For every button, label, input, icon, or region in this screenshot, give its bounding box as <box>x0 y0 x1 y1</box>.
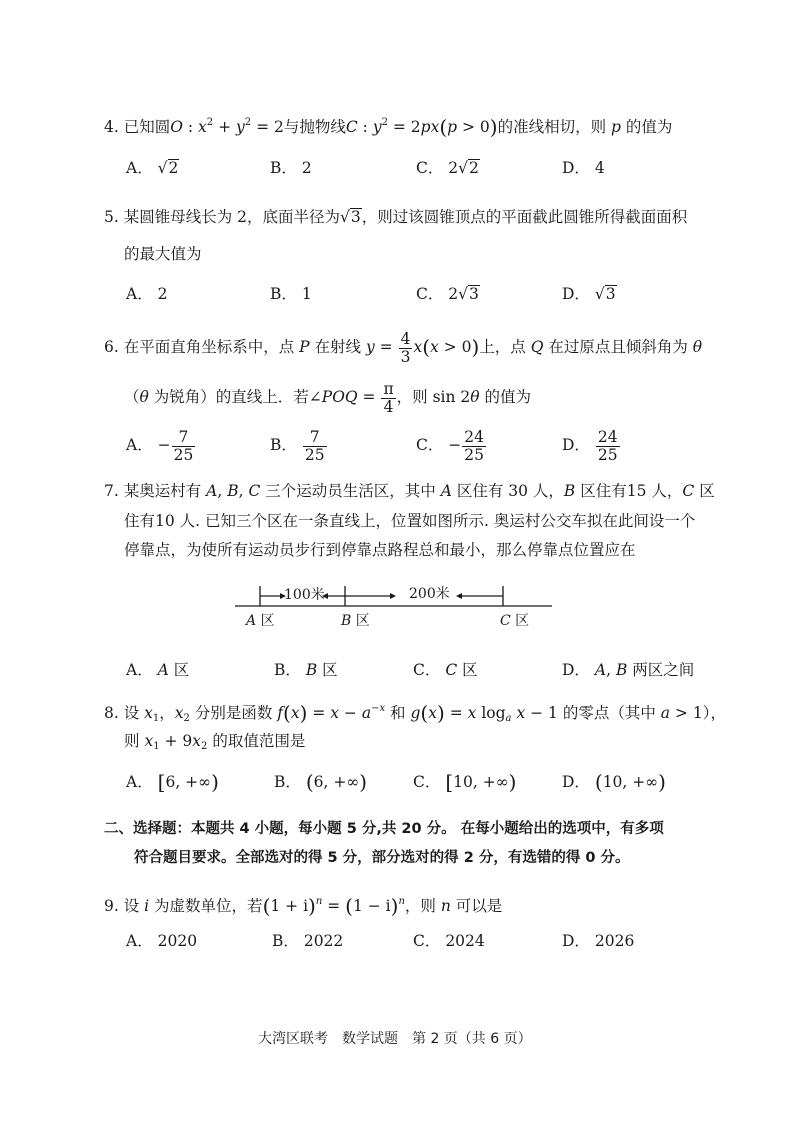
q4-stem: 4. 已知圆O : $x^2 + y^2 = 2$与抛物线C : $y^2 = 2px(p > 0)$的准线相切，则 p 的值为 <box>104 115 673 139</box>
q7-arrow-right-2 <box>390 593 396 599</box>
q6-stem: 6. 在平面直角坐标系中，点 P 在射线 y = $\frac{4}{3}$ x(x > 0)上，点 Q 在过原点且倾斜角为 θ <box>104 330 703 366</box>
q9-option-c[interactable]: C． 2024 <box>413 932 485 950</box>
q7-option-b[interactable]: B． B 区 <box>274 661 338 679</box>
q6-option-d[interactable]: D． $\frac{24}{25}$ <box>562 428 618 464</box>
q8-option-c[interactable]: C． [10, +∞) <box>413 770 517 794</box>
q8-stem: 8. 设 $x_1$，$x_2$ 分别是函数 $f(x) = x - a^{-x}$ 和 g(x) = x $\log_a x - 1$ 的零点（其中 a > 1）， <box>104 701 726 725</box>
q4-option-c[interactable]: C． 2√2 <box>416 159 479 177</box>
q7-figure <box>230 578 560 638</box>
q8-option-d[interactable]: D． (10, +∞) <box>562 770 666 794</box>
q7-stem: 7. 某奥运村有 A, B, C 三个运动员生活区，其中 A 区住有 30 人，B 区住有15 人，C 区 <box>104 482 715 500</box>
q4-option-d[interactable]: D． 4 <box>562 159 605 177</box>
q5-option-a[interactable]: A． 2 <box>126 285 168 303</box>
q7-figure-label-c: C 区 <box>500 613 530 629</box>
q9-option-a[interactable]: A． 2020 <box>126 932 198 950</box>
q7-option-a[interactable]: A． A 区 <box>126 661 190 679</box>
q7-arrow-left-2 <box>456 593 462 599</box>
q8-stem-line2: 则 $x_1 + 9x_2$ 的取值范围是 <box>124 732 306 752</box>
q6-stem-line2: （θ 为锐角）的直线上．若∠POQ = $\frac{\pi}{4}$ ，则 sin 2θ 的值为 <box>124 380 532 416</box>
q9-option-b[interactable]: B． 2022 <box>272 932 344 950</box>
q7-figure-label-b: B 区 <box>341 613 370 629</box>
q6-option-a[interactable]: A． − $\frac{7}{25}$ <box>126 428 194 464</box>
q8-option-b[interactable]: B． (6, +∞) <box>274 770 368 794</box>
q5-option-c[interactable]: C． 2√3 <box>416 285 479 303</box>
q4-option-b[interactable]: B． 2 <box>270 159 312 177</box>
q7-option-d[interactable]: D． A, B 两区之间 <box>562 661 695 679</box>
q7-stem-line3: 停靠点，为使所有运动员步行到停靠点路程总和最小，那么停靠点位置应在 <box>124 541 636 559</box>
q5-stem: 5. 某圆锥母线长为 2，底面半径为√3，则过该圆锥顶点的平面截此圆锥所得截面面积 <box>104 208 688 226</box>
q5-option-b[interactable]: B． 1 <box>270 285 312 303</box>
q6-option-b[interactable]: B． $\frac{7}{25}$ <box>270 428 325 464</box>
page-footer: 大湾区联考 数学试题 第 2 页（共 6 页） <box>258 1031 532 1047</box>
q4-option-a[interactable]: A． √2 <box>126 159 179 177</box>
q7-stem-line2: 住有10 人. 已知三个区在一条直线上，位置如图所示. 奥运村公交车拟在此间设一个 <box>124 512 696 530</box>
section2-heading-line2: 符合题目要求。全部选对的得 5 分，部分选对的得 2 分，有选错的得 0 分。 <box>134 850 630 866</box>
q8-option-a[interactable]: A． [6, +∞) <box>126 770 219 794</box>
q7-figure-dist-ab: 100米 <box>284 587 325 603</box>
q5-option-d[interactable]: D． √3 <box>562 285 616 303</box>
q9-option-d[interactable]: D． 2026 <box>562 932 635 950</box>
section2-heading: 二、选择题：本题共 4 小题，每小题 5 分,共 20 分。 在每小题给出的选项中，有多项 <box>104 821 664 837</box>
q7-figure-label-a: A 区 <box>246 613 275 629</box>
q9-stem: 9. 设 i 为虚数单位，若$(1 + i)^n = (1 - i)^n$，则 n 可以是 <box>104 894 503 918</box>
q7-option-c[interactable]: C． C 区 <box>413 661 478 679</box>
q7-figure-dist-bc: 200米 <box>409 586 450 602</box>
q5-stem-line2: 的最大值为 <box>124 245 202 263</box>
q6-option-c[interactable]: C． − $\frac{24}{25}$ <box>416 428 485 464</box>
